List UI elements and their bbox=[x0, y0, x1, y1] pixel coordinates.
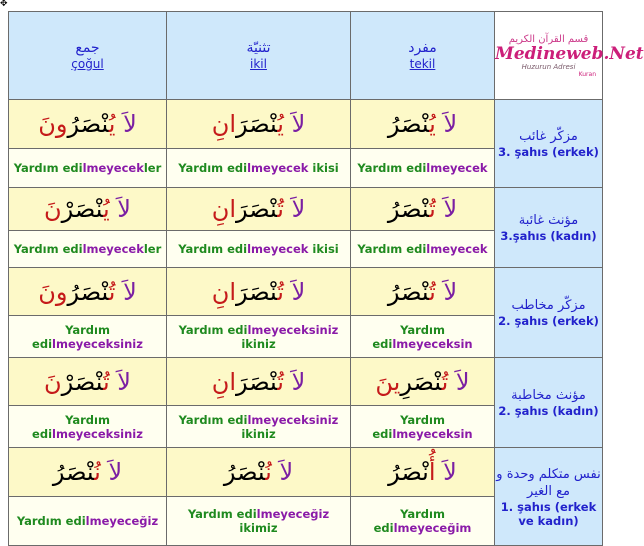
meaning-part-p: lmeyeceksiniz bbox=[247, 322, 339, 337]
meaning-cell-singular bbox=[351, 316, 495, 358]
verb-form bbox=[38, 110, 137, 138]
person-label-cell bbox=[495, 268, 603, 358]
person-arabic: مؤنث غائبة bbox=[518, 213, 579, 228]
meaning-part-p: lmeyeceğiz bbox=[85, 514, 159, 528]
meaning-part-p: lmeyecek bbox=[426, 242, 488, 256]
meaning-cell-singular bbox=[351, 149, 495, 188]
meaning-cell-plural bbox=[9, 316, 167, 358]
meaning-part-g1: Yardım edi bbox=[357, 161, 427, 175]
verb-form bbox=[212, 278, 306, 306]
meaning-part-g1: Yardım edi bbox=[16, 514, 86, 528]
meaning-part-p: lmeyeceğiz bbox=[256, 507, 330, 521]
meaning-part-g1: Yardım edi bbox=[13, 161, 83, 175]
verb-form bbox=[38, 278, 137, 306]
verb-pre: تُ bbox=[429, 195, 436, 223]
verb-pre: تُ bbox=[429, 277, 436, 306]
verb-form bbox=[212, 368, 306, 396]
meaning-part-g2: ikiniz bbox=[241, 336, 276, 351]
verb-root: نْصَرُ bbox=[387, 195, 430, 223]
meaning-part-p: lmeyecek bbox=[82, 242, 144, 256]
verb-cell-plural bbox=[9, 188, 167, 231]
verb-suf: ونَ bbox=[38, 277, 68, 306]
verb-row bbox=[9, 268, 603, 316]
verb-cell-singular bbox=[351, 100, 495, 149]
verb-form bbox=[212, 195, 306, 223]
meaning-cell-dual bbox=[167, 149, 351, 188]
verb-cell-plural bbox=[9, 100, 167, 149]
meaning-part-g1: Yardım edi bbox=[32, 322, 110, 351]
verb-cell-dual bbox=[167, 268, 351, 316]
meaning-part-p: lmeyeceğim bbox=[393, 521, 472, 535]
meaning-part-g2: ikisi bbox=[308, 161, 339, 175]
person-label-cell bbox=[495, 188, 603, 268]
verb-neg: لاَ bbox=[100, 458, 123, 486]
person-turkish: 3.şahıs (kadın) bbox=[500, 229, 597, 243]
header-dual-arabic: تثنيّة bbox=[246, 40, 271, 56]
verb-root: نْصَرَ bbox=[235, 195, 278, 223]
verb-pre: تُ bbox=[277, 277, 284, 306]
header-row bbox=[9, 12, 603, 100]
verb-pre: تُ bbox=[102, 367, 110, 396]
person-turkish: 2. şahıs (erkek) bbox=[498, 314, 599, 328]
meaning-part-g1: Yardım edi bbox=[372, 412, 445, 441]
meaning-cell-plural bbox=[9, 497, 167, 546]
verb-form bbox=[388, 195, 457, 223]
verb-root: نْصَرْ bbox=[61, 367, 103, 396]
table-move-handle-icon[interactable]: ✥ bbox=[0, 0, 8, 9]
header-dual bbox=[167, 12, 351, 100]
verb-row bbox=[9, 188, 603, 231]
meaning-part-g1: Yardım edi bbox=[178, 412, 248, 427]
meaning-part-g1: Yardım edi bbox=[178, 242, 248, 256]
person-arabic: مؤنث مخاطبة bbox=[511, 388, 586, 403]
meaning-part-g1: Yardım edi bbox=[13, 242, 83, 256]
verb-neg: لاَ bbox=[435, 195, 458, 223]
verb-cell-singular bbox=[351, 448, 495, 497]
logo-tagline: Huzurun Adresi bbox=[521, 62, 576, 71]
verb-neg: لاَ bbox=[109, 367, 131, 396]
meaning-part-g1: Yardım edi bbox=[187, 507, 257, 521]
meaning-cell-dual bbox=[167, 316, 351, 358]
verb-pre: تُ bbox=[441, 367, 449, 396]
meaning-part-g2: ikiniz bbox=[241, 426, 276, 441]
verb-suf: انِ bbox=[211, 367, 236, 396]
verb-cell-dual bbox=[167, 188, 351, 231]
verb-root: نْصَرُ bbox=[388, 458, 429, 486]
verb-cell-plural bbox=[9, 268, 167, 316]
verb-row bbox=[9, 100, 603, 149]
meaning-cell-singular bbox=[351, 497, 495, 546]
verb-form bbox=[375, 368, 469, 396]
verb-pre: يُ bbox=[429, 110, 436, 138]
meaning-cell-plural bbox=[9, 149, 167, 188]
conjugation-rows bbox=[9, 100, 603, 546]
person-turkish: 2. şahıs (kadın) bbox=[498, 404, 599, 418]
verb-root: نْصَرُ bbox=[52, 458, 95, 486]
verb-form bbox=[388, 278, 457, 306]
logo-corner: Kuran bbox=[578, 70, 596, 78]
header-singular bbox=[351, 12, 495, 100]
verb-form bbox=[212, 110, 306, 138]
meaning-part-p: lmeyecek bbox=[247, 161, 309, 175]
verb-suf: نَ bbox=[44, 195, 62, 223]
person-arabic: مزكّر غائب bbox=[519, 129, 578, 144]
verb-suf: انِ bbox=[211, 277, 236, 306]
verb-suf: ينَ bbox=[375, 367, 401, 396]
verb-suf: ونَ bbox=[38, 110, 68, 138]
verb-pre: يُ bbox=[277, 110, 284, 138]
verb-form bbox=[388, 458, 457, 486]
meaning-part-g1: Yardım edi bbox=[373, 507, 445, 535]
verb-pre: يُ bbox=[108, 110, 116, 138]
meaning-cell-plural bbox=[9, 231, 167, 268]
verb-root: نْصَرُ bbox=[67, 110, 109, 138]
verb-pre: تُ bbox=[277, 195, 284, 223]
verb-suf: انِ bbox=[211, 110, 236, 138]
meaning-cell-singular bbox=[351, 406, 495, 448]
meaning-part-p: lmeyeceksiniz bbox=[52, 336, 143, 351]
meaning-part-p: lmeyeceksin bbox=[392, 336, 473, 351]
verb-cell-dual bbox=[167, 100, 351, 149]
meaning-part-p: lmeyeceksiniz bbox=[52, 426, 143, 441]
meaning-part-g1: Yardım edi bbox=[178, 322, 248, 337]
verb-root: نْصَرُ bbox=[67, 277, 109, 306]
verb-cell-dual bbox=[167, 448, 351, 497]
verb-pre: يُ bbox=[102, 195, 110, 223]
meaning-part-p: lmeyecek bbox=[82, 161, 144, 175]
verb-cell-singular bbox=[351, 268, 495, 316]
header-plural bbox=[9, 12, 167, 100]
verb-neg: لاَ bbox=[271, 458, 294, 486]
verb-root: نْصَرَ bbox=[235, 277, 278, 306]
person-label-cell bbox=[495, 448, 603, 546]
meaning-part-p: lmeyecek bbox=[247, 242, 309, 256]
meaning-part-g2: ler bbox=[143, 161, 162, 175]
person-label-cell bbox=[495, 100, 603, 188]
verb-pre: تُ bbox=[277, 367, 284, 396]
verb-pre: تُ bbox=[108, 277, 116, 306]
meaning-part-g2: ikisi bbox=[308, 242, 339, 256]
meaning-part-g1: Yardım edi bbox=[178, 161, 248, 175]
verb-neg: لاَ bbox=[448, 367, 470, 396]
verb-neg: لاَ bbox=[115, 110, 137, 138]
person-turkish: 1. şahıs (erkek ve kadın) bbox=[500, 499, 597, 528]
site-logo bbox=[495, 12, 644, 100]
meaning-cell-dual bbox=[167, 231, 351, 268]
verb-cell-plural bbox=[9, 448, 167, 497]
verb-pre: نُ bbox=[265, 458, 272, 486]
verb-root: نْصَرْ bbox=[61, 195, 103, 223]
person-arabic: مزكّر مخاطب bbox=[511, 298, 586, 313]
verb-neg: لاَ bbox=[109, 195, 131, 223]
verb-root: نْصَرُ bbox=[387, 277, 430, 306]
meaning-part-g1: Yardım edi bbox=[372, 322, 445, 351]
meaning-cell-plural bbox=[9, 406, 167, 448]
meaning-part-p: lmeyeceksin bbox=[392, 426, 473, 441]
verb-root: نْصَرَ bbox=[235, 110, 278, 138]
verb-pre: أُ bbox=[428, 458, 436, 486]
verb-form bbox=[44, 195, 131, 223]
verb-root: نْصَرُ bbox=[387, 110, 430, 138]
verb-root: نْصَرِ bbox=[400, 367, 442, 396]
header-plural-turkish: çoğul bbox=[71, 57, 104, 71]
verb-row bbox=[9, 358, 603, 406]
meaning-cell-singular bbox=[351, 231, 495, 268]
verb-root: نْصَرُ bbox=[223, 458, 266, 486]
meaning-part-g2: ler bbox=[143, 242, 162, 256]
meaning-part-g1: Yardım edi bbox=[357, 242, 427, 256]
verb-neg: لاَ bbox=[435, 110, 458, 138]
verb-neg: لاَ bbox=[283, 195, 306, 223]
verb-suf: انِ bbox=[211, 195, 236, 223]
verb-neg: لاَ bbox=[283, 277, 306, 306]
person-arabic: نفس متكلم وحدة و مع الغير bbox=[496, 466, 601, 499]
verb-root: نْصَرَ bbox=[235, 367, 278, 396]
verb-pre: نُ bbox=[94, 458, 101, 486]
meaning-part-g2: ikimiz bbox=[239, 521, 278, 535]
meaning-cell-dual bbox=[167, 497, 351, 546]
verb-neg: لاَ bbox=[115, 277, 137, 306]
verb-neg: لاَ bbox=[283, 110, 306, 138]
header-singular-arabic: مفرد bbox=[408, 40, 437, 56]
verb-form bbox=[224, 458, 293, 486]
verb-row bbox=[9, 448, 603, 497]
verb-cell-plural bbox=[9, 358, 167, 406]
verb-neg: لاَ bbox=[435, 458, 457, 486]
conjugation-table bbox=[8, 11, 644, 546]
header-plural-arabic: جمع bbox=[75, 40, 100, 56]
logo-brand: Medineweb.Net bbox=[495, 43, 644, 64]
logo-script: قسم القرآن الكريم bbox=[508, 33, 589, 45]
verb-cell-dual bbox=[167, 358, 351, 406]
verb-suf: نَ bbox=[44, 367, 62, 396]
meaning-cell-dual bbox=[167, 406, 351, 448]
verb-neg: لاَ bbox=[435, 277, 458, 306]
person-turkish: 3. şahıs (erkek) bbox=[498, 145, 599, 159]
meaning-part-p: lmeyecek bbox=[426, 161, 488, 175]
verb-cell-singular bbox=[351, 358, 495, 406]
verb-form bbox=[388, 110, 457, 138]
header-dual-turkish: ikil bbox=[250, 57, 267, 71]
meaning-part-p: lmeyeceksiniz bbox=[247, 412, 339, 427]
header-singular-turkish: tekil bbox=[409, 57, 436, 71]
meaning-part-g1: Yardım edi bbox=[32, 412, 110, 441]
verb-neg: لاَ bbox=[283, 367, 306, 396]
person-label-cell bbox=[495, 358, 603, 448]
verb-form bbox=[53, 458, 122, 486]
verb-cell-singular bbox=[351, 188, 495, 231]
verb-form bbox=[44, 368, 131, 396]
